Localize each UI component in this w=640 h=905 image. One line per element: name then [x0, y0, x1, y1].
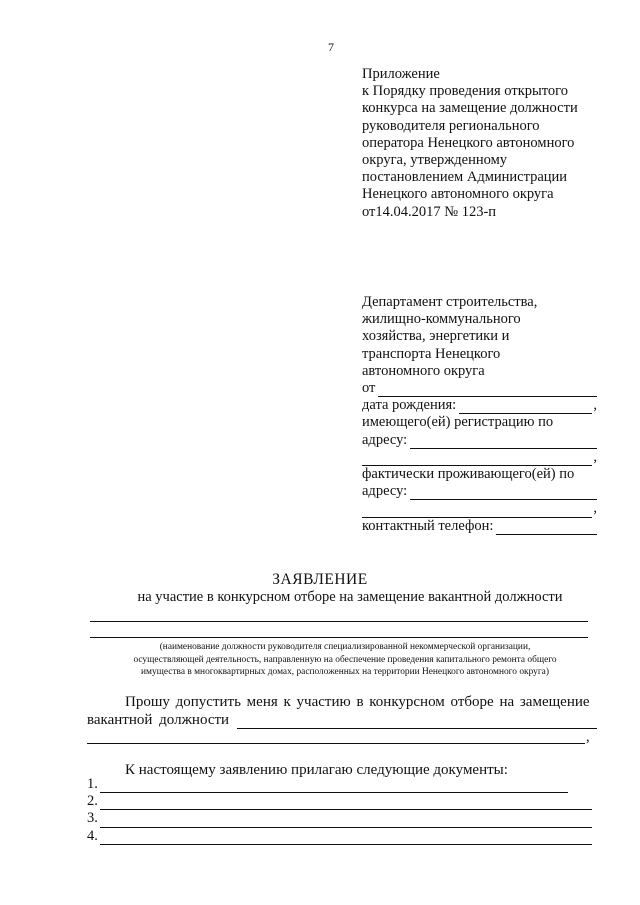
- document-number: 2.: [87, 793, 98, 810]
- request-paragraph: [87, 693, 597, 729]
- residence-label: фактически проживающего(ей) по: [362, 465, 575, 482]
- note-line: имущества в многоквартирных домах, расположенных на территории Ненецкого автономного округа): [141, 667, 549, 677]
- registration-label: имеющего(ей) регистрацию по: [362, 414, 554, 431]
- appendix-line: оператора Ненецкого автономного: [362, 134, 575, 151]
- document-subtitle: на участие в конкурсном отборе на замещение вакантной должности: [137, 589, 563, 605]
- addressee-line: жилищно-коммунального: [362, 311, 521, 328]
- document-field[interactable]: [100, 814, 592, 828]
- vacancy-label: вакантной должности: [87, 712, 230, 728]
- page-number: 7: [328, 40, 334, 54]
- from-row: [362, 380, 597, 397]
- appendix-line: Приложение: [362, 66, 440, 82]
- registration-address-row: [362, 432, 597, 449]
- document-item: [87, 793, 592, 810]
- residence-address-field[interactable]: [410, 486, 597, 500]
- birth-date-field[interactable]: [459, 400, 592, 414]
- appendix-line: от14.04.2017 № 123-п: [362, 203, 497, 220]
- registration-address-field-2[interactable]: [362, 452, 592, 466]
- residence-address-row: [362, 483, 597, 500]
- addressee-line: Департамент строительства,: [362, 294, 538, 310]
- position-note: [80, 641, 610, 679]
- addressee-block: [362, 294, 597, 535]
- appendix-line: руководителя регионального: [362, 117, 540, 134]
- phone-label: контактный телефон:: [362, 517, 494, 534]
- vacancy-field-2[interactable]: [87, 743, 585, 744]
- addressee-line: автономного округа: [362, 362, 485, 379]
- position-field[interactable]: [90, 621, 588, 622]
- appendix-line: Ненецкого автономного округа: [362, 186, 554, 203]
- phone-field[interactable]: [496, 521, 597, 535]
- appendix-line: постановлением Администрации: [362, 169, 568, 186]
- registration-address-field[interactable]: [410, 435, 597, 449]
- registration-address-row-2: [362, 449, 597, 466]
- address-label: адресу:: [362, 431, 408, 448]
- residence-address-field-2[interactable]: [362, 504, 592, 518]
- note-line: (наименование должности руководителя специализированной некоммерческой организации,: [159, 642, 531, 652]
- comma: ,: [593, 397, 597, 414]
- from-label: от: [362, 380, 376, 396]
- comma: ,: [593, 500, 597, 517]
- appendix-line: конкурса на замещение должности: [362, 100, 578, 117]
- document-field[interactable]: [100, 831, 592, 845]
- from-field[interactable]: [378, 383, 597, 397]
- document-title: ЗАЯВЛЕНИЕ: [272, 571, 368, 588]
- request-line: Прошу допустить меня к участию в конкурсном отборе на замещение: [125, 694, 590, 710]
- comma: ,: [593, 448, 597, 465]
- vacancy-field[interactable]: [237, 715, 597, 729]
- document-item: [87, 828, 592, 845]
- appendix-line: к Порядку проведения открытого: [362, 83, 568, 100]
- document-item: [87, 776, 592, 793]
- document-item: [87, 810, 592, 827]
- address-label: адресу:: [362, 483, 408, 500]
- document-number: 3.: [87, 810, 98, 827]
- document-field[interactable]: [100, 796, 592, 810]
- birth-date-label: дата рождения:: [362, 397, 457, 414]
- addressee-line: хозяйства, энергетики и: [362, 328, 510, 345]
- addressee-line: транспорта Ненецкого: [362, 345, 501, 362]
- comma: ,: [586, 729, 590, 745]
- appendix-line: округа, утвержденному: [362, 152, 508, 169]
- position-field-2[interactable]: [90, 637, 588, 638]
- birth-date-row: [362, 397, 597, 414]
- phone-row: [362, 518, 597, 535]
- document-field[interactable]: [100, 779, 568, 793]
- vacancy-row: [87, 711, 597, 729]
- residence-address-row-2: [362, 500, 597, 517]
- documents-list: [87, 776, 592, 845]
- note-line: осуществляющей деятельность, направленную на обеспечение проведения капитального ремонта общего: [133, 654, 557, 665]
- document-number: 1.: [87, 775, 98, 792]
- document-number: 4.: [87, 827, 98, 844]
- documents-intro: К настоящему заявлению прилагаю следующие документы:: [125, 762, 508, 778]
- appendix-header: [362, 66, 612, 221]
